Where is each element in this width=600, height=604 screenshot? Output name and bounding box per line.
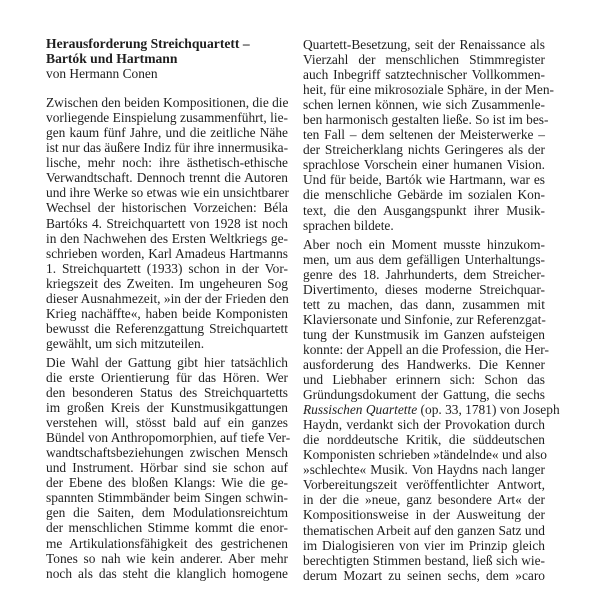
text-line: gen die Saiten, dem Modulationsreichtum — [46, 505, 288, 521]
text-line: genre des 18. Jahrhunderts, dem Streicher- — [303, 266, 545, 282]
text-line: den besonderen Status des Streichquartetts — [46, 385, 288, 401]
text-line: tett zu machen, das dann, zusammen mit — [303, 296, 545, 312]
text-line: thematischen Arbeit auf den ganzen Satz und — [303, 522, 545, 538]
text-line: in den Nachwehen des Ersten Weltkriegs ge- — [46, 230, 288, 246]
byline-text: von Hermann Conen — [46, 66, 158, 82]
text-line: Bündel von Anthropomorphien, auf tiefe Ver- — [46, 430, 291, 446]
article-title — [46, 36, 288, 66]
author-byline — [46, 66, 288, 81]
left-column — [46, 36, 291, 585]
text-line: in der die »neue, ganz besondere Art« der — [303, 492, 545, 508]
text-line: heit, für eine mikrosoziale Sphäre, in der Men- — [303, 82, 554, 98]
text-line: der menschlichen Stimme kommt die enor- — [46, 520, 288, 536]
text-line: ausforderung des Handwerks. Die Kenner — [303, 356, 545, 372]
text-line: Tones so nah wie kein anderer. Aber mehr — [46, 550, 288, 566]
text-line: berechtigten Stimmen bestand, ließ sich wie- — [303, 552, 545, 568]
text-line: und Instrument. Hörbar sind sie schon auf — [46, 460, 288, 476]
text-line: im großen Kreis der Kunstmusikgattungen — [46, 400, 288, 416]
text-line: Haydn, verdankt sich der Provokation durch — [303, 417, 545, 433]
text-line: die erste Orientierung für das Hören. Wer — [46, 369, 288, 385]
text-line: noch als das steht die klanglich homogene — [46, 565, 288, 581]
text-line: der Ebene des bloßen Klangs: Wie die ge- — [46, 475, 288, 491]
text-line: lische, mehr noch: ihre ästhetisch-ethische — [46, 155, 288, 171]
text-line: schen lernen können, wie sich Zusammenle- — [303, 97, 545, 113]
text-line: gewählt, um sich mitzuteilen. — [46, 335, 205, 351]
text-line: Zwischen den beiden Kompositionen, die die — [46, 95, 289, 111]
text-line: bewusst die Referenzgattung Streichquartett — [46, 320, 288, 336]
text-line: Vierzahl der menschlichen Stimmregister — [303, 52, 545, 68]
text-line: Krieg nachäffte«, haben beide Komponisten — [46, 305, 288, 321]
paragraph-4-part-b — [303, 417, 545, 583]
italic-title-line — [303, 402, 560, 418]
text-line: me Artikulationsfähigkeit des gestrichenen — [46, 535, 288, 551]
text-line: ben harmonisch gestalten ließe. So ist im bes- — [303, 112, 549, 128]
text-line: sprachen bildete. — [303, 217, 394, 233]
work-title-rest: (op. 33, 1781) von Joseph — [417, 402, 560, 418]
text-line: Kompositionsweise in der Ausweitung der — [303, 507, 545, 523]
text-line: Komponisten schrieben »tändelnde« und also — [303, 447, 547, 463]
text-line: Quartett-Besetzung, seit der Renaissance als — [303, 37, 545, 52]
paragraph-2 — [46, 354, 291, 581]
text-line: wandtschaftsbeziehungen zwischen Mensch — [46, 445, 288, 461]
text-line: Bartóks 4. Streichquartett von 1928 ist noch — [46, 215, 288, 231]
text-line: »schlechte« Musik. Von Haydns nach langer — [303, 462, 545, 478]
text-line: Und für beide, Bartók wie Hartmann, war es — [303, 172, 545, 188]
text-line: men, um aus dem gefälligen Unterhaltungs- — [303, 251, 545, 267]
text-line: schrieben worden, Karl Amadeus Hartmanns — [46, 245, 288, 261]
text-line: und ihre Werke so etwas wie ein unsichtbarer — [46, 185, 289, 201]
title-line-1: Herausforderung Streichquartett – — [46, 36, 250, 51]
text-line: vorliegende Einspielung zusammenführt, lie- — [46, 110, 288, 126]
text-line: gen kaum fünf Jahre, und die zeitliche Nähe — [46, 125, 288, 141]
text-line: verstehen will, stösst bald auf ein ganzes — [46, 415, 288, 431]
text-line: sprachlose Vorschein einer humanen Vision. — [303, 157, 545, 173]
text-line: Aber noch ein Moment musste hinzukom- — [303, 236, 545, 252]
text-line: Wechsel der historischen Vorzeichen: Béla — [46, 200, 288, 216]
text-line: Die Wahl der Gattung gibt hier tatsächlich — [46, 354, 288, 370]
text-line: der Streicherklang nichts Geringeres als der — [303, 142, 545, 158]
text-line: konnte: der Appell an die Profession, die Her- — [303, 341, 549, 357]
text-line: im Dialogisieren von vier im Prinzip gleich — [303, 537, 545, 553]
text-line: spannten Stimmbänder beim Singen schwin- — [46, 490, 288, 506]
text-line: text, die den Ausgangspunkt ihrer Musik- — [303, 202, 545, 218]
text-line: Vorbereitungszeit veröffentlichter Antwort, — [303, 477, 545, 493]
text-line: die menschliche Gebärde im sozialen Kon- — [303, 187, 545, 203]
text-line: ten Fall – dem seltenen der Meisterwerke – — [303, 127, 545, 143]
right-column — [303, 37, 560, 587]
text-line: Divertimento, dieses moderne Streichquar- — [303, 281, 545, 297]
text-line: tung der Kunstmusik im Ganzen aufsteigen — [303, 326, 545, 342]
paragraph-1 — [46, 95, 288, 351]
text-line: ist nur das äußere Indiz für ihre innermusika- — [46, 140, 289, 156]
text-line: und Liebhaber erinnern sich: Schon das — [303, 372, 545, 388]
text-line: 1. Streichquartett (1933) schon in der Vor- — [46, 260, 288, 276]
text-line: kriegszeit des Zweiten. Im ungeheuren Sog — [46, 275, 288, 291]
text-line: Klaviersonate und Sinfonie, zur Referenzgat- — [303, 311, 546, 327]
text-line: dieser Ausnahmezeit, »in der der Frieden den — [46, 290, 289, 306]
text-line: Verwandtschaft. Dennoch trennt die Autoren — [46, 170, 288, 186]
text-line: die norddeutsche Kritik, die süddeutschen — [303, 432, 545, 448]
title-line-2: Bartók und Hartmann — [46, 51, 178, 67]
text-line: derum Mozart zu seinen sechs, dem »caro — [303, 567, 545, 583]
paragraph-3 — [303, 37, 554, 233]
paragraph-4 — [303, 236, 560, 583]
work-title-italic: Russischen Quartette — [303, 402, 418, 418]
paragraph-4-part-a — [303, 236, 549, 403]
text-line: auch Inbegriff satztechnischer Vollkommen- — [303, 67, 545, 83]
text-line: Gründungsdokument der Gattung, die sechs — [303, 387, 545, 403]
